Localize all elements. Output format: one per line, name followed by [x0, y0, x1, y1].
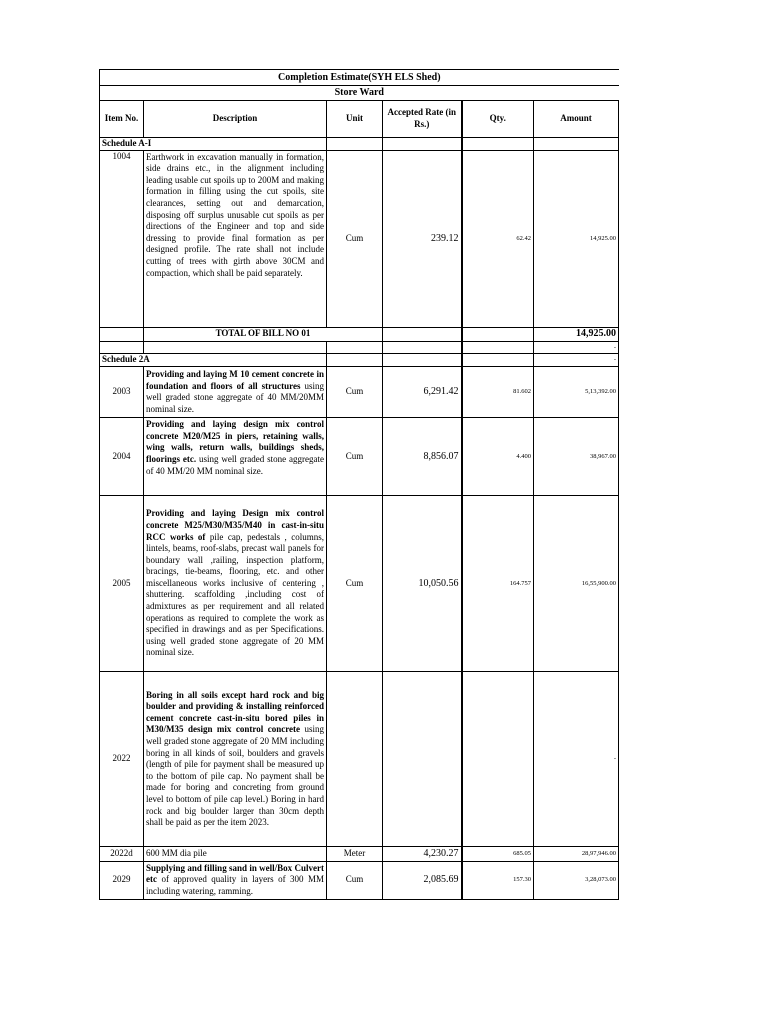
- item-amount: 38,967.00: [534, 418, 619, 496]
- item-description-text: using well graded stone aggregate of 20 MM including boring in all kinds of soil, boulders and gravels (length of pile for payment shall be measured up to the bottom of pile cap. No payment shall be made for boring and concreting from ground level to bottom of pile cap level.) Boring in hard rock and big boulder larger than 30cm depth shall be paid as per the item 2023.: [146, 724, 324, 828]
- item-description-text: using well graded stone aggregate of 40 MM/20 MM nominal size.: [146, 453, 324, 476]
- item-qty: 62.42: [462, 150, 534, 327]
- item-description-text: using well graded stone aggregate of 40 MM/20MM nominal size.: [146, 380, 324, 414]
- item-qty: 4.400: [462, 418, 534, 496]
- header-description: Description: [144, 101, 327, 138]
- item-unit: Cum: [327, 861, 383, 899]
- item-amount: 16,55,900.00: [534, 496, 619, 672]
- table-row: [100, 861, 619, 899]
- item-rate: 239.12: [383, 150, 462, 327]
- item-no: 2003: [100, 367, 144, 418]
- item-unit: [327, 672, 383, 847]
- item-rate: 2,085.69: [383, 861, 462, 899]
- schedule-2a-label: Schedule 2A: [100, 354, 327, 367]
- item-qty: [462, 672, 534, 847]
- item-no: 2022d: [100, 847, 144, 862]
- item-description: [144, 367, 327, 418]
- table-row: [100, 672, 619, 847]
- page-subtitle: Store Ward: [100, 86, 619, 101]
- header-item-no: Item No.: [100, 101, 144, 138]
- item-no: 1004: [100, 150, 144, 327]
- table-row: [100, 496, 619, 672]
- item-unit: Cum: [327, 418, 383, 496]
- item-description-bold: Boring in all soils except hard rock and big boulder and providing & installing reinforced cement concrete cast-in-situ bored piles in M30/M35 design mix control concrete: [146, 689, 324, 735]
- header-unit: Unit: [327, 101, 383, 138]
- item-amount: 3,28,073.00: [534, 861, 619, 899]
- schedule-a1-label: Schedule A-I: [100, 138, 327, 151]
- page-title: Completion Estimate(SYH ELS Shed): [100, 70, 619, 86]
- item-description-bold: Providing and laying M 10 cement concrete in foundation and floors of all structures: [146, 369, 324, 391]
- item-amount: -: [534, 672, 619, 847]
- table-row: [100, 150, 619, 327]
- total-row: [100, 327, 619, 341]
- item-description: [144, 496, 327, 672]
- item-description-text: pile cap, pedestals , columns, lintels, beams, roof-slabs, precast wall panels for boundary wall ,railing, inspection platform, bracings, tie-beams, flooring, etc. and other miscellaneous works inclusive of centering , shuttering. scaffolding ,including cost of admixtures as per requirement and all related operations as required to complete the work as specified in drawings and as per Specifications. using well graded stone aggregate of 20 MM nominal size.: [146, 531, 324, 658]
- item-no: 2004: [100, 418, 144, 496]
- header-qty: Qty.: [462, 101, 534, 138]
- table-row: [100, 847, 619, 862]
- total-amount: 14,925.00: [534, 327, 619, 341]
- item-description-bold: Providing and laying Design mix control concrete M25/M30/M35/M40 in cast-in-situ RCC works of: [146, 508, 324, 542]
- item-unit: Cum: [327, 367, 383, 418]
- item-description: [144, 847, 327, 862]
- table-row: [100, 367, 619, 418]
- estimate-table: [99, 69, 619, 900]
- item-qty: 685.05: [462, 847, 534, 862]
- estimate-sheet: [99, 69, 618, 900]
- item-amount: 5,13,392.00: [534, 367, 619, 418]
- item-description: [144, 861, 327, 899]
- item-unit: Meter: [327, 847, 383, 862]
- item-description: Earthwork in excavation manually in formation, side drains etc., in the alignment including leading usable cut spoils up to 200M and making formation in filling using the cut spoils, site clearances, setting out and demarcation, disposing off surplus unusable cut spoils as per directions of the Engineer and top and side dressing to provide final formation as per designed profile. The rate shall not include cutting of trees with girth above 30CM and compaction, which shall be paid separately.: [144, 150, 327, 327]
- item-description-bold: Providing and laying design mix control concrete M20/M25 in piers, retaining walls, wing walls, return walls, buildings sheds, floorings etc.: [146, 419, 324, 464]
- item-rate: 10,050.56: [383, 496, 462, 672]
- item-amount: 14,925.00: [534, 150, 619, 327]
- item-amount: 28,97,946.00: [534, 847, 619, 862]
- item-description-text: of approved quality in layers of 300 MM including watering, ramming.: [146, 874, 324, 897]
- item-rate: [383, 672, 462, 847]
- dash-value: -: [534, 354, 619, 367]
- item-no: 2022: [100, 672, 144, 847]
- item-description: [144, 418, 327, 496]
- item-rate: 4,230.27: [383, 847, 462, 862]
- item-qty: 157.30: [462, 861, 534, 899]
- item-no: 2005: [100, 496, 144, 672]
- item-qty: 81.602: [462, 367, 534, 418]
- header-amount: Amount: [534, 101, 619, 138]
- total-label: TOTAL OF BILL NO 01: [144, 327, 383, 341]
- dash-value: -: [534, 341, 619, 354]
- item-unit: Cum: [327, 150, 383, 327]
- table-header: [100, 101, 619, 138]
- item-rate: 8,856.07: [383, 418, 462, 496]
- header-rate: Accepted Rate (in Rs.): [383, 101, 462, 138]
- item-no: 2029: [100, 861, 144, 899]
- item-description-bold: Supplying and filling sand in well/Box Culvert etc: [146, 862, 324, 885]
- item-unit: Cum: [327, 496, 383, 672]
- item-description: [144, 672, 327, 847]
- table-row: [100, 418, 619, 496]
- item-description-text: 600 MM dia pile: [146, 848, 207, 859]
- item-rate: 6,291.42: [383, 367, 462, 418]
- item-qty: 164.757: [462, 496, 534, 672]
